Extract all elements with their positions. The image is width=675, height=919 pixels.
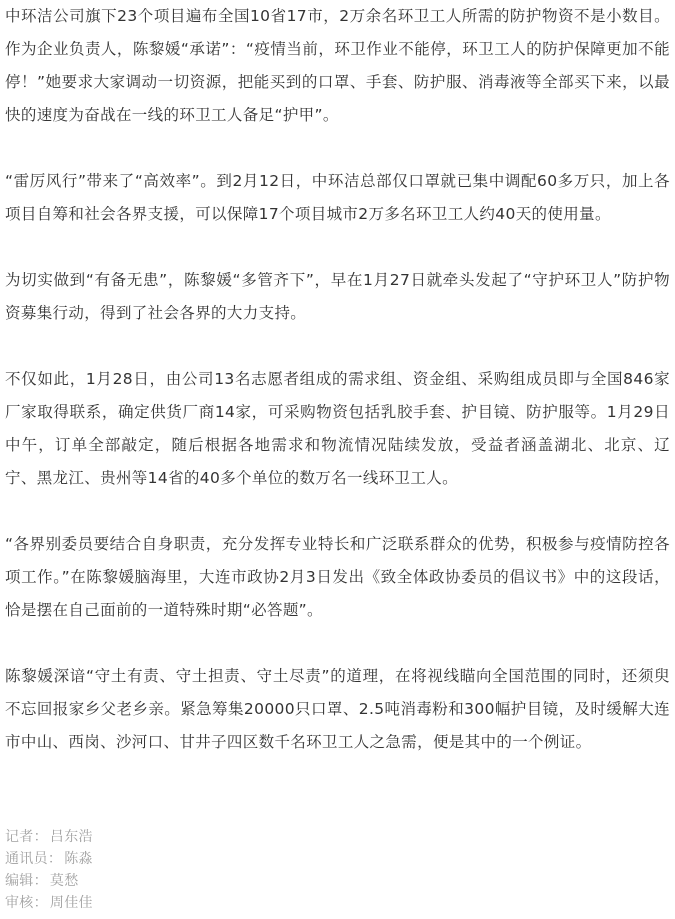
credit-reporter: [5, 826, 305, 848]
paragraph-gap: [0, 495, 675, 528]
credit-name: 吕东浩: [49, 829, 93, 845]
paragraph-hometown: 陈黎媛深谙“守土有责、守土担责、守土尽责”的道理，在将视线瞄向全国范围的同时，还须臾不忘回报家乡父老乡亲。紧急筹集20000只口罩、2.5吨消毒粉和300幅护目镜，及时缓解大连市中山、西岗、沙河口、甘井子四区数千名环卫工人之急需，便是其中的一个例证。: [5, 667, 670, 751]
paragraph-procurement: 不仅如此，1月28日，由公司13名志愿者组成的需求组、资金组、采购组成员即与全国846家厂家取得联系，确定供货厂商14家，可采购物资包括乳胶手套、护目镜、防护服等。1月29日中午，订单全部敲定，随后根据各地需求和物流情况陆续发放，受益者涵盖湖北、北京、辽宁、黑龙江、贵州等14省的40多个单位的数万名一线环卫工人。: [5, 370, 670, 487]
paragraph-supplies: 中环洁公司旗下23个项目遍布全国10省17市，2万余名环卫工人所需的防护物资不是小数目。作为企业负责人，陈黎媛“承诺”：“疫情当前，环卫作业不能停，环卫工人的防护保障更加不能停！”她要求大家调动一切资源，把能买到的口罩、手套、防护服、消毒液等全部买下来，以最快的速度为奋战在一线的环卫工人备足“护甲”。: [5, 7, 670, 124]
credit-correspondent: [5, 848, 305, 870]
paragraph-efficiency: “雷厉风行”带来了“高效率”。到2月12日，中环洁总部仅口罩就已集中调配60多万只，加上各项目自筹和社会各界支援，可以保障17个项目城市2万多名环卫工人约40天的使用量。: [5, 172, 670, 223]
paragraph-campaign: 为切实做到“有备无患”，陈黎媛“多管齐下”，早在1月27日就牵头发起了“守护环卫人”防护物资募集行动，得到了社会各界的大力支持。: [5, 271, 670, 322]
credit-role: 通讯员：: [5, 851, 63, 867]
credit-role: 记者：: [5, 829, 48, 845]
paragraph-gap: [0, 132, 675, 165]
paragraph-proposal: “各界别委员要结合自身职责，充分发挥专业特长和广泛联系群众的优势，积极参与疫情防控各项工作。”在陈黎媛脑海里，大连市政协2月3日发出《致全体政协委员的倡议书》中的这段话，恰是摆在自己面前的一道特殊时期“必答题”。: [5, 535, 670, 619]
article-credits: [5, 826, 305, 914]
paragraph-gap: [0, 231, 675, 264]
paragraph-gap: [0, 627, 675, 660]
paragraph-gap: [0, 330, 675, 363]
credit-editor: [5, 870, 305, 892]
credit-role: 编辑：: [5, 873, 48, 889]
credit-name: 莫愁: [49, 873, 79, 889]
credit-reviewer: [5, 892, 305, 914]
credit-name: 周佳佳: [49, 895, 93, 911]
credit-role: 审核：: [5, 895, 48, 911]
credit-name: 陈淼: [64, 851, 93, 867]
